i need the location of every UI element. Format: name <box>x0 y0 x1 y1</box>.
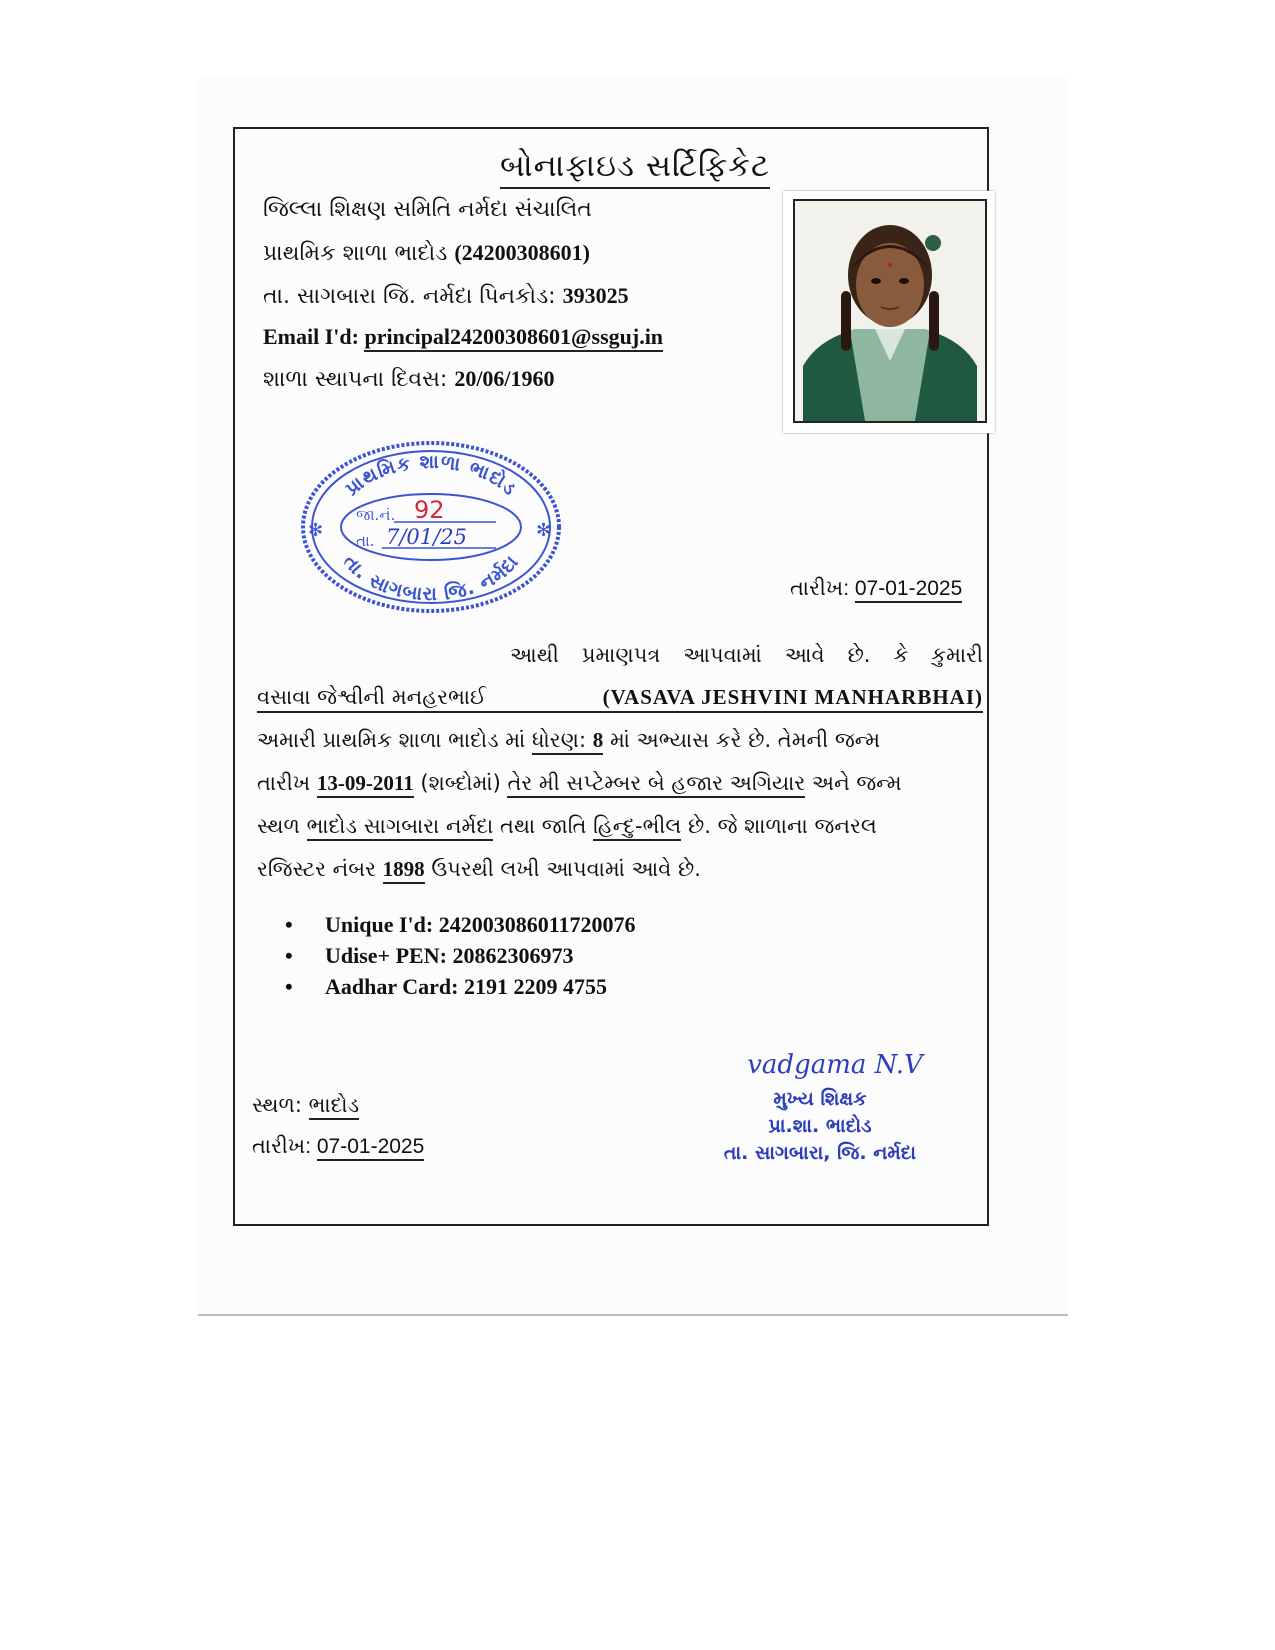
word: પ્રમાણપત્ર <box>581 643 661 667</box>
body-line-3 <box>257 728 983 753</box>
word: કુમારી <box>931 643 983 667</box>
stamp-bottom-text: તા. સાગબારા જિ. નર્મદા <box>338 550 524 606</box>
stamp-date-label: તા. <box>356 532 375 550</box>
list-item <box>285 974 636 1005</box>
date-top-value: 07-01-2025 <box>855 577 962 603</box>
student-photo-image <box>795 201 985 421</box>
header-line-committee: જિલ્લા શિક્ષણ સમિતિ નર્મદા સંચાલિત <box>263 197 592 222</box>
founded-date: 20/06/1960 <box>454 366 555 391</box>
text: અને જન્મ <box>811 771 902 795</box>
value: 242003086011720076 <box>438 912 636 937</box>
signature-school: પ્રા.શા. ભાદોડ <box>768 1115 872 1137</box>
bullet-icon: • <box>285 974 293 999</box>
bullet-icon: • <box>285 943 293 968</box>
body-line-2 <box>257 685 983 713</box>
place-value: ભાદોડ <box>309 1093 359 1120</box>
standard-value: 8 <box>592 728 604 752</box>
bullet-icon: • <box>285 912 293 937</box>
email-link[interactable]: principal24200308601@ssguj.in <box>364 324 663 352</box>
body-line-1 <box>510 643 983 668</box>
stamp-jn-label: જા.નં. <box>356 506 396 524</box>
footer-date-label: તારીખ: <box>252 1135 312 1158</box>
place-label: સ્થળ: <box>252 1093 302 1117</box>
standard <box>532 728 603 755</box>
student-name-gu: વસાવા જેશ્વીની મનહરભાઈ <box>257 685 487 709</box>
text: છે. જે શાળાના જનરલ <box>688 814 877 838</box>
footer-date <box>252 1135 424 1159</box>
certificate-title: બોનાફાઇડ સર્ટિફિકેટ <box>500 148 770 189</box>
header-line-school <box>263 240 590 266</box>
text: રજિસ્ટર નંબર <box>257 857 376 881</box>
header-line-founded <box>263 366 555 392</box>
date-top-label: તારીખ: <box>790 577 850 600</box>
label: Unique I'd: <box>325 912 434 937</box>
text: તારીખ <box>257 771 311 795</box>
register-number: 1898 <box>383 857 425 884</box>
stamp-jn-value: 92 <box>414 496 445 524</box>
word: આવે <box>784 643 825 667</box>
id-list <box>285 912 636 1005</box>
label: Udise+ PEN: <box>325 943 447 968</box>
list-item <box>285 912 636 943</box>
svg-text:તા. સાગબારા જિ. નર્મદા <box>339 551 523 605</box>
text: અમારી પ્રાથમિક શાળા ભાદોડ માં <box>257 728 526 752</box>
label: Aadhar Card: <box>325 974 459 999</box>
student-name-en: (VASAVA JESHVINI MANHARBHAI) <box>602 685 983 709</box>
birth-place: ભાદોડ સાગબારા નર્મદા <box>307 814 494 841</box>
text: (શબ્દોમાં) <box>420 771 501 795</box>
svg-text:પ્રાથમિક શાળા ભાદોડ <box>341 451 521 500</box>
value: 20862306973 <box>452 943 574 968</box>
footer-place <box>252 1093 359 1118</box>
school-name: પ્રાથમિક શાળા ભાદોડ <box>263 241 448 266</box>
signature-designation: મુખ્ય શિક્ષક <box>773 1088 867 1110</box>
list-item <box>285 943 636 974</box>
caste: હિન્દુ-ભીલ <box>593 814 681 841</box>
stamp-top-text: પ્રાથમિક શાળા ભાદોડ <box>341 450 522 501</box>
text: સ્થળ <box>257 814 300 838</box>
student-photo <box>783 191 995 433</box>
date-top <box>790 577 962 601</box>
school-code: (24200308601) <box>454 240 590 265</box>
signature-address: તા. સાગબારા, જિ. નર્મદા <box>723 1142 917 1164</box>
word: છે. <box>847 643 871 667</box>
signature-name: vadgama N.V <box>747 1050 923 1080</box>
value: 2191 2209 4755 <box>463 974 607 999</box>
footer-date-value: 07-01-2025 <box>317 1135 424 1161</box>
body-line-5 <box>257 814 983 839</box>
text: ઉપરથી લખી આપવામાં આવે છે. <box>431 857 701 881</box>
founded-label: શાળા સ્થાપના દિવસ: <box>263 367 448 392</box>
word: આપવામાં <box>683 643 762 667</box>
word: કે <box>893 643 909 667</box>
stamp-star-left-icon: ✻ <box>308 520 324 541</box>
body-line-4 <box>257 771 983 796</box>
stamp-date-value: 7/01/25 <box>386 525 467 549</box>
email-label: Email I'd: <box>263 324 359 349</box>
word: આથી <box>510 643 559 667</box>
dob-in-words: તેર મી સપ્ટેમ્બર બે હજાર અગિયાર <box>507 771 805 798</box>
address-text: તા. સાગબારા જિ. નર્મદા પિનકોડ: <box>263 284 556 309</box>
school-stamp <box>296 438 566 616</box>
standard-label: ધોરણ: <box>531 728 587 752</box>
pincode: 393025 <box>562 283 629 308</box>
header-line-email <box>263 324 663 350</box>
headmaster-signature <box>670 1050 970 1167</box>
date-of-birth: 13-09-2011 <box>317 771 414 798</box>
header-line-address <box>263 283 629 309</box>
text: તથા જાતિ <box>499 814 587 838</box>
stamp-star-right-icon: ✻ <box>536 520 552 541</box>
body-line-6 <box>257 857 983 882</box>
text: માં અભ્યાસ કરે છે. તેમની જન્મ <box>609 728 881 752</box>
